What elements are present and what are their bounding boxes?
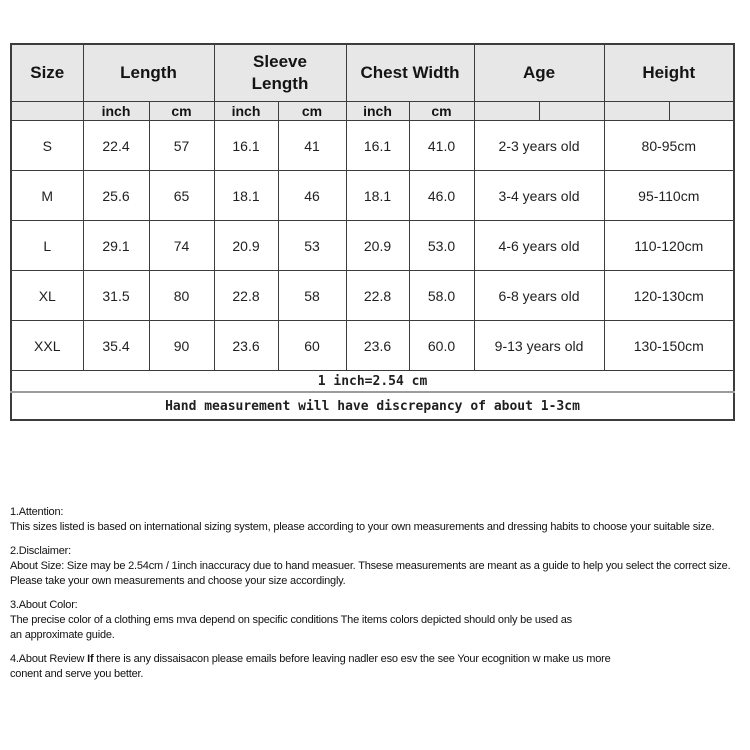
age-value: 6-8 years old — [474, 271, 604, 321]
age-value: 3-4 years old — [474, 171, 604, 221]
chest-inch-value: 23.6 — [346, 321, 409, 371]
note-review-body: there is any dissaisacon please emails before leaving nadler eso esv the see Your ecognition w make us more — [96, 653, 611, 665]
length-inch-value: 25.6 — [83, 171, 149, 221]
height-value: 80-95cm — [604, 121, 734, 171]
note-review — [10, 652, 750, 682]
note-disclaimer — [10, 544, 750, 589]
note-attention-title: 1.Attention: — [10, 506, 64, 518]
conversion-note-row — [11, 371, 734, 393]
length-cm-value: 80 — [149, 271, 214, 321]
note-review-bold-word: If — [87, 653, 94, 665]
unit-inch-label: inch — [83, 102, 149, 121]
measurement-note-row — [11, 392, 734, 420]
col-header-age: Age — [474, 44, 604, 102]
col-header-chest-width: Chest Width — [346, 44, 474, 102]
size-label: XXL — [11, 321, 83, 371]
sleeve-inch-value: 18.1 — [214, 171, 278, 221]
table-row-l — [11, 221, 734, 271]
unit-cm-label: cm — [409, 102, 474, 121]
chest-cm-value: 58.0 — [409, 271, 474, 321]
length-cm-value: 74 — [149, 221, 214, 271]
unit-cell-empty — [669, 102, 734, 121]
note-color-body-1: The precise color of a clothing ems mva depend on specific conditions The items colors depicted should only be used as — [10, 614, 572, 626]
unit-cell-empty — [539, 102, 604, 121]
length-cm-value: 57 — [149, 121, 214, 171]
sleeve-cm-value: 58 — [278, 271, 346, 321]
chest-inch-value: 18.1 — [346, 171, 409, 221]
measurement-note: Hand measurement will have discrepancy of about 1-3cm — [11, 392, 734, 420]
unit-cell-empty — [11, 102, 83, 121]
size-label: M — [11, 171, 83, 221]
size-chart-table — [10, 43, 735, 421]
age-value: 4-6 years old — [474, 221, 604, 271]
sleeve-inch-value: 22.8 — [214, 271, 278, 321]
length-inch-value: 29.1 — [83, 221, 149, 271]
note-attention-body: This sizes listed is based on international sizing system, please according to your own measurements and dressing habits to choose your suitable size. — [10, 521, 715, 533]
chest-inch-value: 20.9 — [346, 221, 409, 271]
chest-cm-value: 53.0 — [409, 221, 474, 271]
table-row-xxl — [11, 321, 734, 371]
unit-inch-label: inch — [346, 102, 409, 121]
height-value: 95-110cm — [604, 171, 734, 221]
unit-cm-label: cm — [278, 102, 346, 121]
length-inch-value: 35.4 — [83, 321, 149, 371]
note-color-body-2: an approximate guide. — [10, 629, 115, 641]
sleeve-cm-value: 46 — [278, 171, 346, 221]
header-row — [11, 44, 734, 102]
size-label: S — [11, 121, 83, 171]
col-header-length: Length — [83, 44, 214, 102]
length-cm-value: 90 — [149, 321, 214, 371]
chest-cm-value: 46.0 — [409, 171, 474, 221]
age-value: 2-3 years old — [474, 121, 604, 171]
sleeve-inch-value: 20.9 — [214, 221, 278, 271]
note-color-title: 3.About Color: — [10, 599, 78, 611]
sleeve-cm-value: 41 — [278, 121, 346, 171]
col-header-sleeve-length-label: Sleeve Length — [251, 52, 309, 93]
note-review-line-2: conent and serve you better. — [10, 668, 144, 680]
unit-cm-label: cm — [149, 102, 214, 121]
size-label: L — [11, 221, 83, 271]
sleeve-inch-value: 23.6 — [214, 321, 278, 371]
sleeve-inch-value: 16.1 — [214, 121, 278, 171]
size-label: XL — [11, 271, 83, 321]
unit-cell-empty — [474, 102, 539, 121]
note-attention — [10, 505, 750, 535]
table-row-xl — [11, 271, 734, 321]
notes-section — [10, 505, 750, 682]
sleeve-cm-value: 60 — [278, 321, 346, 371]
length-inch-value: 22.4 — [83, 121, 149, 171]
age-value: 9-13 years old — [474, 321, 604, 371]
units-row — [11, 102, 734, 121]
height-value: 120-130cm — [604, 271, 734, 321]
length-cm-value: 65 — [149, 171, 214, 221]
sleeve-cm-value: 53 — [278, 221, 346, 271]
note-disclaimer-body-1: About Size: Size may be 2.54cm / 1inch inaccuracy due to hand measuer. Thsese measurements are meant as a guide to help you select the correct size. — [10, 560, 731, 572]
note-disclaimer-title: 2.Disclaimer: — [10, 545, 71, 557]
col-header-sleeve-length — [214, 44, 346, 102]
note-disclaimer-body-2: Please take your own measurements and choose your size accordingly. — [10, 575, 346, 587]
chest-cm-value: 60.0 — [409, 321, 474, 371]
height-value: 130-150cm — [604, 321, 734, 371]
note-review-title: 4.About Review — [10, 653, 85, 665]
length-inch-value: 31.5 — [83, 271, 149, 321]
unit-inch-label: inch — [214, 102, 278, 121]
col-header-height: Height — [604, 44, 734, 102]
chest-cm-value: 41.0 — [409, 121, 474, 171]
col-header-size: Size — [11, 44, 83, 102]
note-review-line-1 — [10, 652, 750, 667]
unit-cell-empty — [604, 102, 669, 121]
conversion-note: 1 inch=2.54 cm — [11, 371, 734, 393]
table-row-s — [11, 121, 734, 171]
height-value: 110-120cm — [604, 221, 734, 271]
table-row-m — [11, 171, 734, 221]
chest-inch-value: 16.1 — [346, 121, 409, 171]
chest-inch-value: 22.8 — [346, 271, 409, 321]
note-color — [10, 598, 750, 643]
